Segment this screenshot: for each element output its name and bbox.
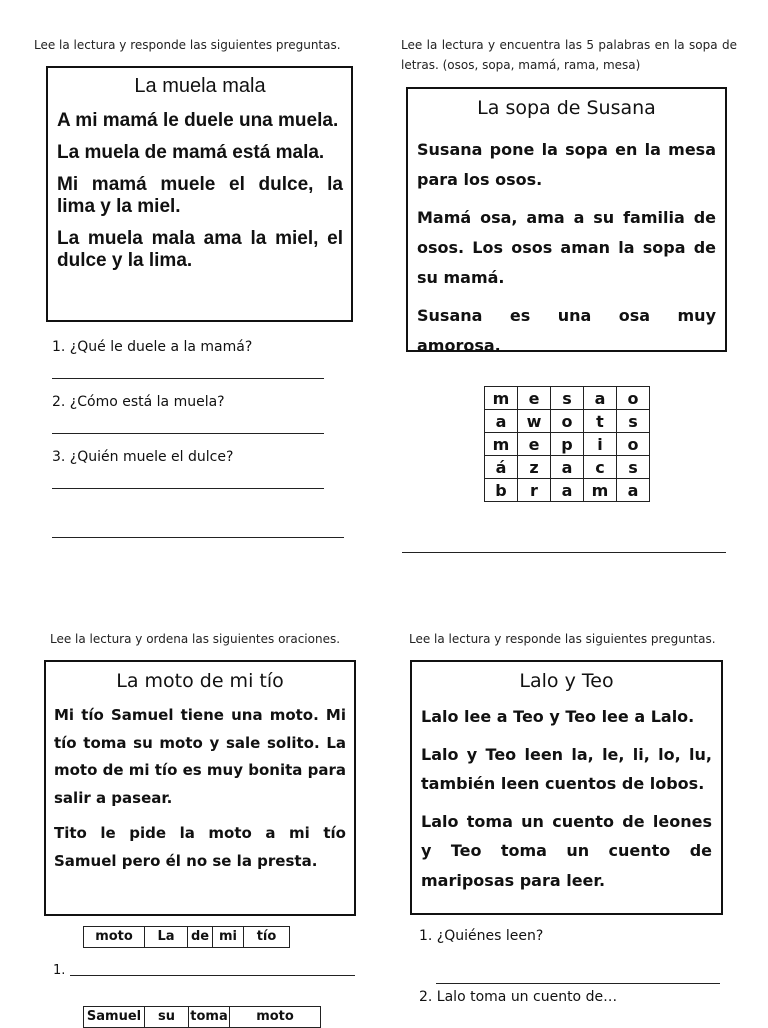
grid-cell[interactable]: s	[617, 410, 650, 433]
grid-cell[interactable]: z	[518, 456, 551, 479]
instruction-bottom-right: Lee la lectura y responde las siguientes preguntas.	[409, 632, 716, 646]
grid-cell[interactable]: a	[485, 410, 518, 433]
grid-cell[interactable]: p	[551, 433, 584, 456]
grid-row	[485, 479, 650, 502]
grid-cell[interactable]: o	[617, 433, 650, 456]
grid-cell[interactable]: o	[617, 387, 650, 410]
word-tile[interactable]: moto	[230, 1007, 321, 1027]
grid-cell[interactable]: e	[518, 387, 551, 410]
grid-cell[interactable]: a	[551, 479, 584, 502]
word-tile[interactable]: mi	[213, 927, 244, 947]
paragraph: Mamá osa, ama a su familia de osos. Los osos aman la sopa de su mamá.	[417, 208, 716, 287]
grid-cell[interactable]: o	[551, 410, 584, 433]
instruction-bottom-left: Lee la lectura y ordena las siguientes oraciones.	[50, 632, 341, 646]
grid-cell[interactable]: a	[584, 387, 617, 410]
grid-cell[interactable]: e	[518, 433, 551, 456]
question-3: 3. ¿Quién muele el dulce?	[52, 449, 234, 465]
word-order-row-2	[83, 1006, 321, 1028]
grid-cell[interactable]: á	[485, 456, 518, 479]
paragraph: La muela de mamá está mala.	[57, 142, 325, 163]
grid-row	[485, 387, 650, 410]
paragraph: Mi tío Samuel tiene una moto. Mi tío toma su moto y sale solito. La moto de mi tío es muy bonita para salir a pasear.	[54, 706, 346, 807]
question-1: 1. ¿Quiénes leen?	[419, 928, 544, 944]
paragraph: La muela mala ama la miel, el dulce y la lima.	[57, 228, 343, 271]
reading-title: La muela mala	[134, 75, 266, 97]
word-order-row-1	[83, 926, 290, 948]
grid-row	[485, 410, 650, 433]
answer-line[interactable]	[52, 433, 324, 434]
answer-line[interactable]	[402, 552, 726, 553]
reading-title: La sopa de Susana	[477, 97, 656, 119]
paragraph: Lalo lee a Teo y Teo lee a Lalo.	[421, 707, 695, 726]
grid-cell[interactable]: a	[617, 479, 650, 502]
question-1: 1. ¿Qué le duele a la mamá?	[52, 339, 253, 355]
paragraph: Tito le pide la moto a mi tío Samuel pero él no se la presta.	[54, 824, 346, 870]
answer-line[interactable]	[52, 378, 324, 379]
grid-cell[interactable]: r	[518, 479, 551, 502]
question-2: 2. Lalo toma un cuento de…	[419, 989, 618, 1005]
word-tile[interactable]: Samuel	[84, 1007, 145, 1027]
answer-line[interactable]	[70, 975, 355, 976]
instruction-top-right: Lee la lectura y encuentra las 5 palabras en la sopa de letras. (osos, sopa, mamá, rama, mesa)	[401, 38, 737, 72]
word-tile[interactable]: toma	[189, 1007, 230, 1027]
grid-row	[485, 433, 650, 456]
grid-cell[interactable]: b	[485, 479, 518, 502]
grid-cell[interactable]: w	[518, 410, 551, 433]
word-tile[interactable]: moto	[84, 927, 145, 947]
word-tile[interactable]: La	[145, 927, 188, 947]
paragraph: Susana es una osa muy amorosa.	[417, 306, 716, 355]
reading-box-la-muela-mala	[46, 66, 353, 322]
answer-line[interactable]	[52, 488, 324, 489]
reading-box-la-sopa-de-susana	[406, 87, 727, 355]
paragraph: Lalo y Teo leen la, le, li, lo, lu, también leen cuentos de lobos.	[421, 744, 712, 793]
reading-box-la-moto-de-mi-tio	[44, 660, 356, 916]
grid-cell[interactable]: i	[584, 433, 617, 456]
word-tile[interactable]: de	[188, 927, 213, 947]
reading-title: Lalo y Teo	[519, 670, 614, 692]
word-tile[interactable]: su	[145, 1007, 189, 1027]
grid-cell[interactable]: s	[617, 456, 650, 479]
answer-line[interactable]	[52, 537, 344, 538]
grid-cell[interactable]: m	[485, 433, 518, 456]
grid-cell[interactable]: c	[584, 456, 617, 479]
grid-cell[interactable]: m	[584, 479, 617, 502]
answer-label: 1.	[53, 963, 66, 978]
word-tile[interactable]: tío	[244, 927, 290, 947]
paragraph: Susana pone la sopa en la mesa para los osos.	[417, 140, 716, 189]
paragraph: A mi mamá le duele una muela.	[57, 110, 339, 131]
paragraph: Lalo toma un cuento de leones y Teo toma un cuento de mariposas para leer.	[421, 811, 712, 890]
grid-cell[interactable]: t	[584, 410, 617, 433]
question-2: 2. ¿Cómo está la muela?	[52, 394, 225, 410]
grid-cell[interactable]: a	[551, 456, 584, 479]
paragraph: Mi mamá muele el dulce, la lima y la miel.	[57, 174, 343, 217]
grid-cell[interactable]: s	[551, 387, 584, 410]
reading-box-lalo-y-teo	[410, 660, 723, 915]
grid-row	[485, 456, 650, 479]
answer-line[interactable]	[436, 983, 720, 984]
word-search-grid	[484, 386, 650, 502]
reading-title: La moto de mi tío	[116, 670, 284, 692]
instruction-top-left: Lee la lectura y responde las siguientes preguntas.	[34, 38, 341, 52]
grid-cell[interactable]: m	[485, 387, 518, 410]
